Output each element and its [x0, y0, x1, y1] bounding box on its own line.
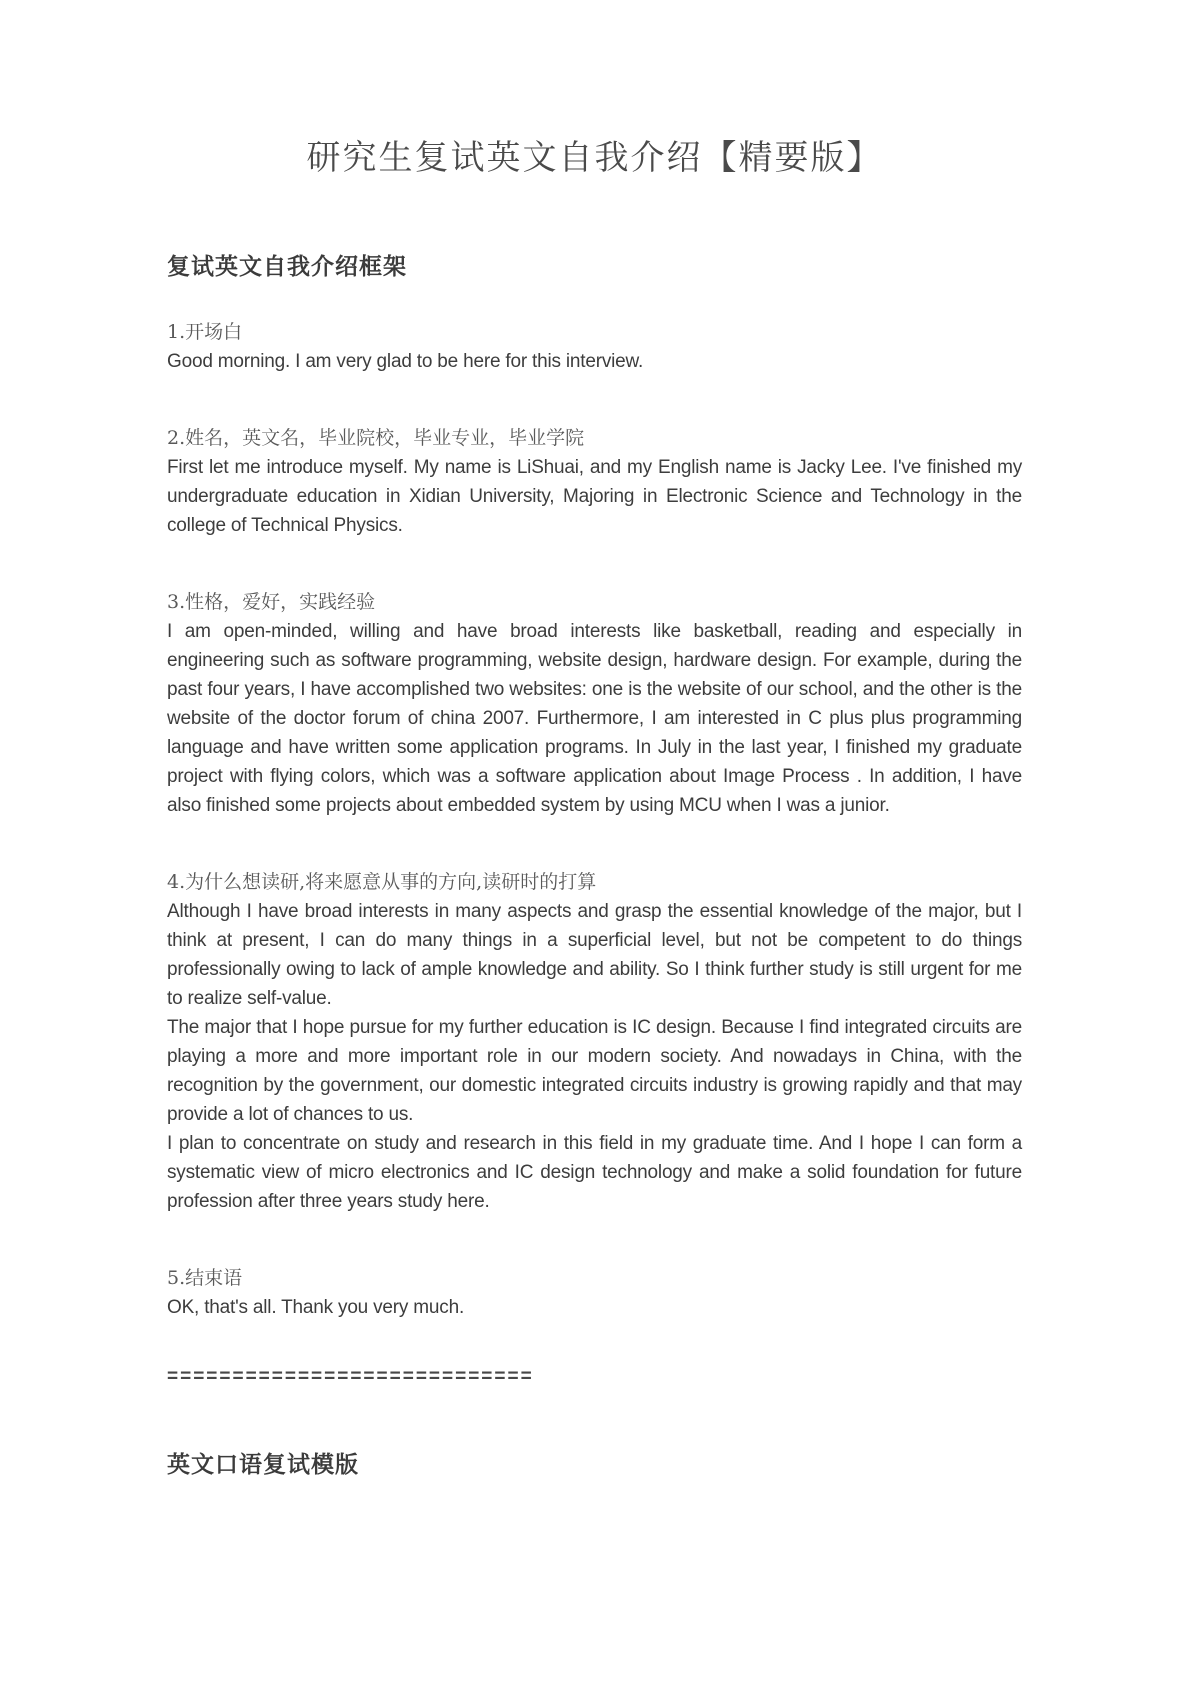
section-closing — [167, 1264, 1022, 1322]
oral-template-heading: 英文口语复试模版 — [167, 1451, 359, 1478]
section-opening — [167, 318, 1022, 376]
section-why-graduate-study-paragraph-1: Although I have broad interests in many aspects and grasp the essential knowledge of the major, but I think at present, I can do many things in a superficial level, but not be competent to do things professionally owing to lack of ample knowledge and ability. So I think further study is still urgent for me to realize self-value. — [167, 901, 1022, 1010]
section-personality-paragraph: I am open-minded, willing and have broad interests like basketball, reading and especially in engineering such as software programming, website design, hardware design. For example, during the past four years, I have accomplished two websites: one is the website of our school, and the other is the website of the doctor forum of china 2007. Furthermore, I am interested in C plus plus programming language and have written some application programs. In July in the last year, I finished my graduate project with flying colors, which was a software application about Image Process . In addition, I have also finished some projects about embedded system by using MCU when I was a junior. — [167, 621, 1022, 817]
section-why-graduate-study-paragraph-3: I plan to concentrate on study and research in this field in my graduate time. And I hope I can form a systematic view of micro electronics and IC design technology and make a solid foundation for future profession after three years study here. — [167, 1133, 1022, 1213]
section-name-school-paragraph: First let me introduce myself. My name is LiShuai, and my English name is Jacky Lee. I've finished my undergraduate education in Xidian University, Majoring in Electronic Science and Technology in the college of Technical Physics. — [167, 457, 1022, 537]
section-closing-paragraph: OK, that's all. Thank you very much. — [167, 1297, 465, 1319]
section-personality-label: 3.性格，爱好，实践经验 — [167, 591, 376, 614]
framework-heading: 复试英文自我介绍框架 — [167, 252, 407, 279]
document-title: 研究生复试英文自我介绍【精要版】 — [306, 138, 883, 178]
section-opening-paragraph: Good morning. I am very glad to be here for this interview. — [167, 351, 644, 373]
section-name-school-label: 2.姓名，英文名，毕业院校，毕业专业，毕业学院 — [167, 427, 585, 450]
section-why-graduate-study-paragraph-2: The major that I hope pursue for my further education is IC design. Because I find integrated circuits are playing a more and more important role in our modern society. And nowadays in China, with the recognition by the government, our domestic integrated circuits industry is growing rapidly and that may provide a lot of chances to us. — [167, 1017, 1022, 1126]
section-name-school — [167, 424, 1022, 540]
section-personality — [167, 588, 1022, 820]
section-why-graduate-study-label: 4.为什么想读研,将来愿意从事的方向,读研时的打算 — [167, 871, 597, 894]
section-why-graduate-study — [167, 868, 1022, 1216]
section-closing-label: 5.结束语 — [167, 1267, 243, 1290]
section-opening-label: 1.开场白 — [167, 321, 243, 344]
equals-separator: ============================ — [167, 1366, 534, 1388]
